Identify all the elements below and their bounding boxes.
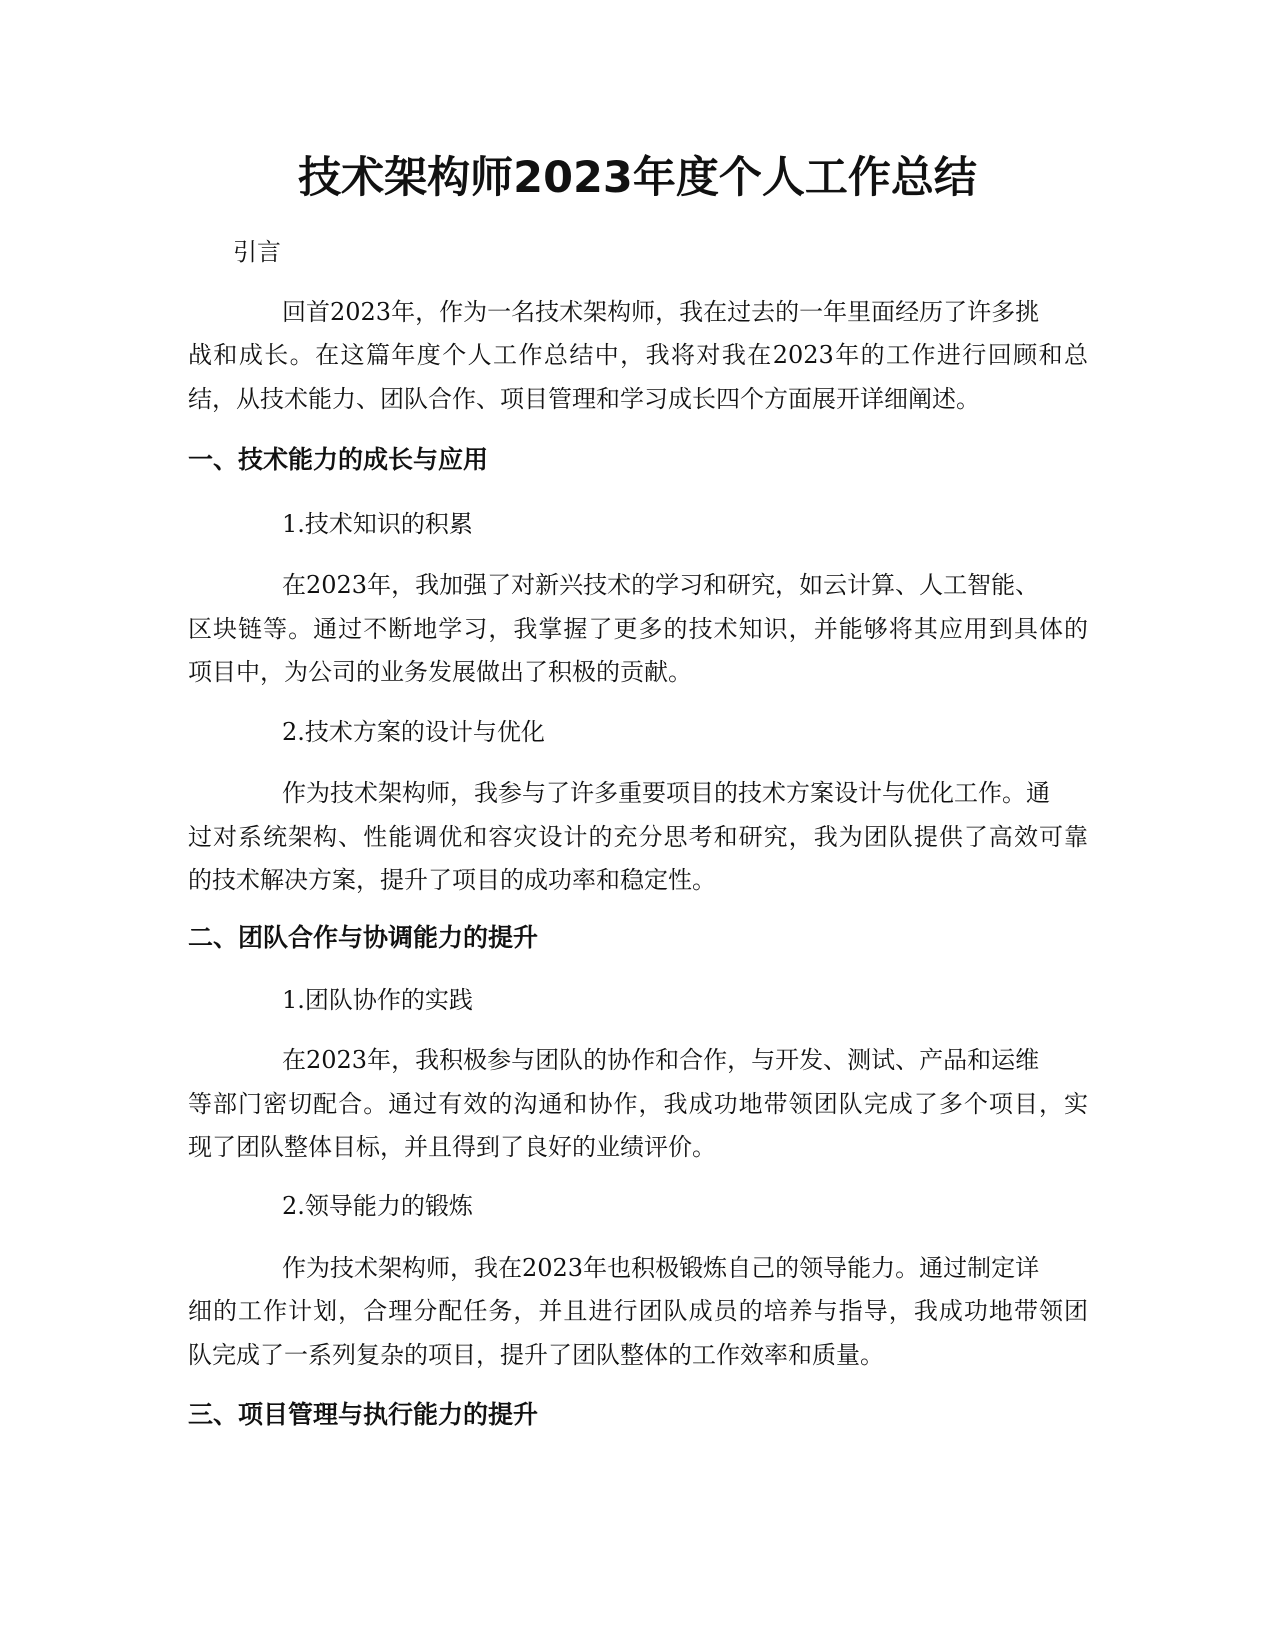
section-1-subheading-1: 1.技术知识的积累 <box>282 510 473 538</box>
section-2-paragraph-1-line-3: 现了团队整体目标，并且得到了良好的业绩评价。 <box>188 1133 716 1161</box>
section-2-paragraph-2-line-1: 作为技术架构师，我在2023年也积极锻炼自己的领导能力。通过制定详 <box>282 1254 1040 1282</box>
section-2-paragraph-1-line-2: 等部门密切配合。通过有效的沟通和协作，我成功地带领团队完成了多个项目，实 <box>188 1090 1088 1118</box>
intro-paragraph-line-2: 战和成长。在这篇年度个人工作总结中，我将对我在2023年的工作进行回顾和总 <box>188 341 1088 369</box>
section-1-subheading-2: 2.技术方案的设计与优化 <box>282 718 545 746</box>
section-2-heading: 二、团队合作与协调能力的提升 <box>188 923 539 952</box>
section-1-paragraph-1-line-2: 区块链等。通过不断地学习，我掌握了更多的技术知识，并能够将其应用到具体的 <box>188 615 1088 643</box>
section-2-paragraph-1-line-1: 在2023年，我积极参与团队的协作和合作，与开发、测试、产品和运维 <box>282 1046 1040 1074</box>
section-3-heading: 三、项目管理与执行能力的提升 <box>188 1400 539 1429</box>
section-1-paragraph-2-line-2: 过对系统架构、性能调优和容灾设计的充分思考和研究，我为团队提供了高效可靠 <box>188 823 1088 851</box>
section-2-subheading-1: 1.团队协作的实践 <box>282 986 473 1014</box>
document-title: 技术架构师2023年度个人工作总结 <box>298 153 977 203</box>
section-1-paragraph-1-line-3: 项目中，为公司的业务发展做出了积极的贡献。 <box>188 658 692 686</box>
intro-paragraph-line-1: 回首2023年，作为一名技术架构师，我在过去的一年里面经历了许多挑 <box>282 298 1040 326</box>
section-1-paragraph-2-line-3: 的技术解决方案，提升了项目的成功率和稳定性。 <box>188 866 716 894</box>
intro-paragraph-line-3: 结，从技术能力、团队合作、项目管理和学习成长四个方面展开详细阐述。 <box>188 385 980 413</box>
intro-label: 引言 <box>233 238 281 266</box>
section-1-heading: 一、技术能力的成长与应用 <box>188 445 489 474</box>
section-1-paragraph-1-line-1: 在2023年，我加强了对新兴技术的学习和研究，如云计算、人工智能、 <box>282 571 1040 599</box>
section-1-paragraph-2-line-1: 作为技术架构师，我参与了许多重要项目的技术方案设计与优化工作。通 <box>282 779 1050 807</box>
section-2-paragraph-2-line-3: 队完成了一系列复杂的项目，提升了团队整体的工作效率和质量。 <box>188 1341 884 1369</box>
section-2-subheading-2: 2.领导能力的锻炼 <box>282 1192 473 1220</box>
section-2-paragraph-2-line-2: 细的工作计划，合理分配任务，并且进行团队成员的培养与指导，我成功地带领团 <box>188 1297 1088 1325</box>
